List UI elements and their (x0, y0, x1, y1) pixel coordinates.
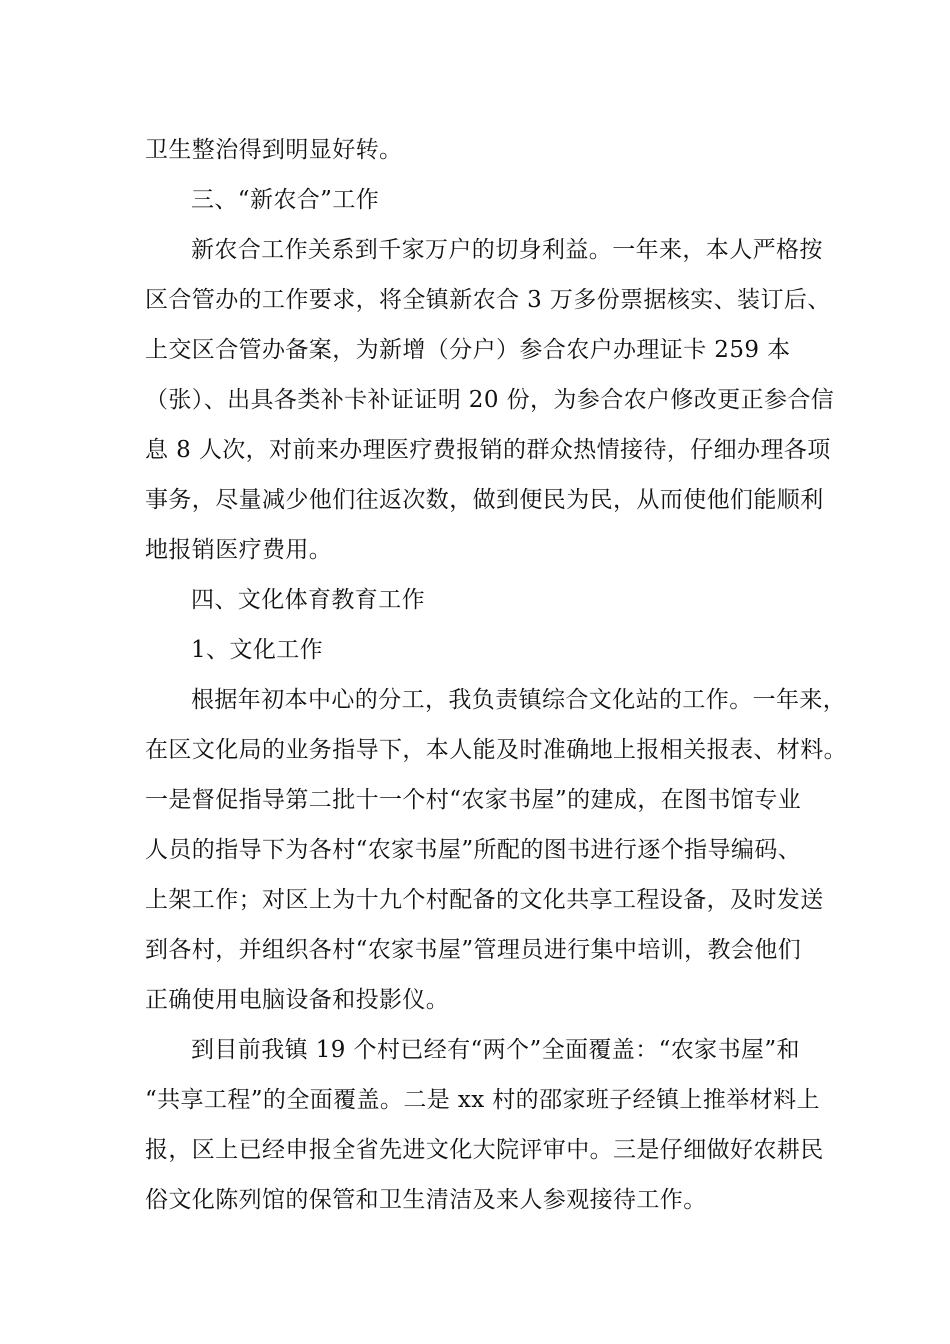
subsection-heading: 1、文化工作 (191, 637, 324, 663)
paragraph-line: 人员的指导下为各村“农家书屋”所配的图书进行逐个指导编码、 (145, 837, 802, 863)
paragraph-line: 根据年初本中心的分工，我负责镇综合文化站的工作。一年来， (191, 687, 847, 713)
section-heading: 三、“新农合”工作 (191, 187, 380, 213)
paragraph-line: 上架工作；对区上为十九个村配备的文化共享工程设备，及时发送 (145, 887, 824, 913)
paragraph-line: 卫生整治得到明显好转。 (145, 137, 403, 163)
paragraph-line: 息 8 人次，对前来办理医疗费报销的群众热情接待，仔细办理各项 (145, 437, 831, 463)
paragraph-line: 事务，尽量减少他们往返次数，做到便民为民，从而使他们能顺利 (145, 487, 824, 513)
paragraph-line: （张）、出具各类补卡补证证明 20 份，为参合农户修改更正参合信 (145, 387, 835, 413)
paragraph-line: 上交区合管办备案，为新增（分户）参合农户办理证卡 259 本 (145, 337, 791, 363)
paragraph-line: 新农合工作关系到千家万户的切身利益。一年来，本人严格按 (191, 237, 823, 263)
paragraph-line: 在区文化局的业务指导下，本人能及时准确地上报相关报表、材料。 (145, 737, 847, 763)
paragraph-line: 区合管办的工作要求，将全镇新农合 3 万多份票据核实、装订后、 (145, 287, 831, 313)
paragraph-line: 正确使用电脑设备和投影仪。 (145, 987, 450, 1013)
section-heading: 四、文化体育教育工作 (191, 587, 425, 613)
paragraph-line: 俗文化陈列馆的保管和卫生清洁及来人参观接待工作。 (145, 1187, 707, 1213)
paragraph-line: 到目前我镇 19 个村已经有“两个”全面覆盖：“农家书屋”和 (191, 1037, 800, 1063)
paragraph-line: 报，区上已经申报全省先进文化大院评审中。三是仔细做好农耕民 (145, 1137, 824, 1163)
paragraph-line: 地报销医疗费用。 (145, 537, 333, 563)
paragraph-line: 到各村，并组织各村“农家书屋”管理员进行集中培训，教会他们 (145, 937, 802, 963)
paragraph-line: “共享工程”的全面覆盖。二是 xx 村的邵家班子经镇上推举材料上 (145, 1087, 820, 1113)
paragraph-line: 一是督促指导第二批十一个村“农家书屋”的建成，在图书馆专业 (145, 787, 802, 813)
